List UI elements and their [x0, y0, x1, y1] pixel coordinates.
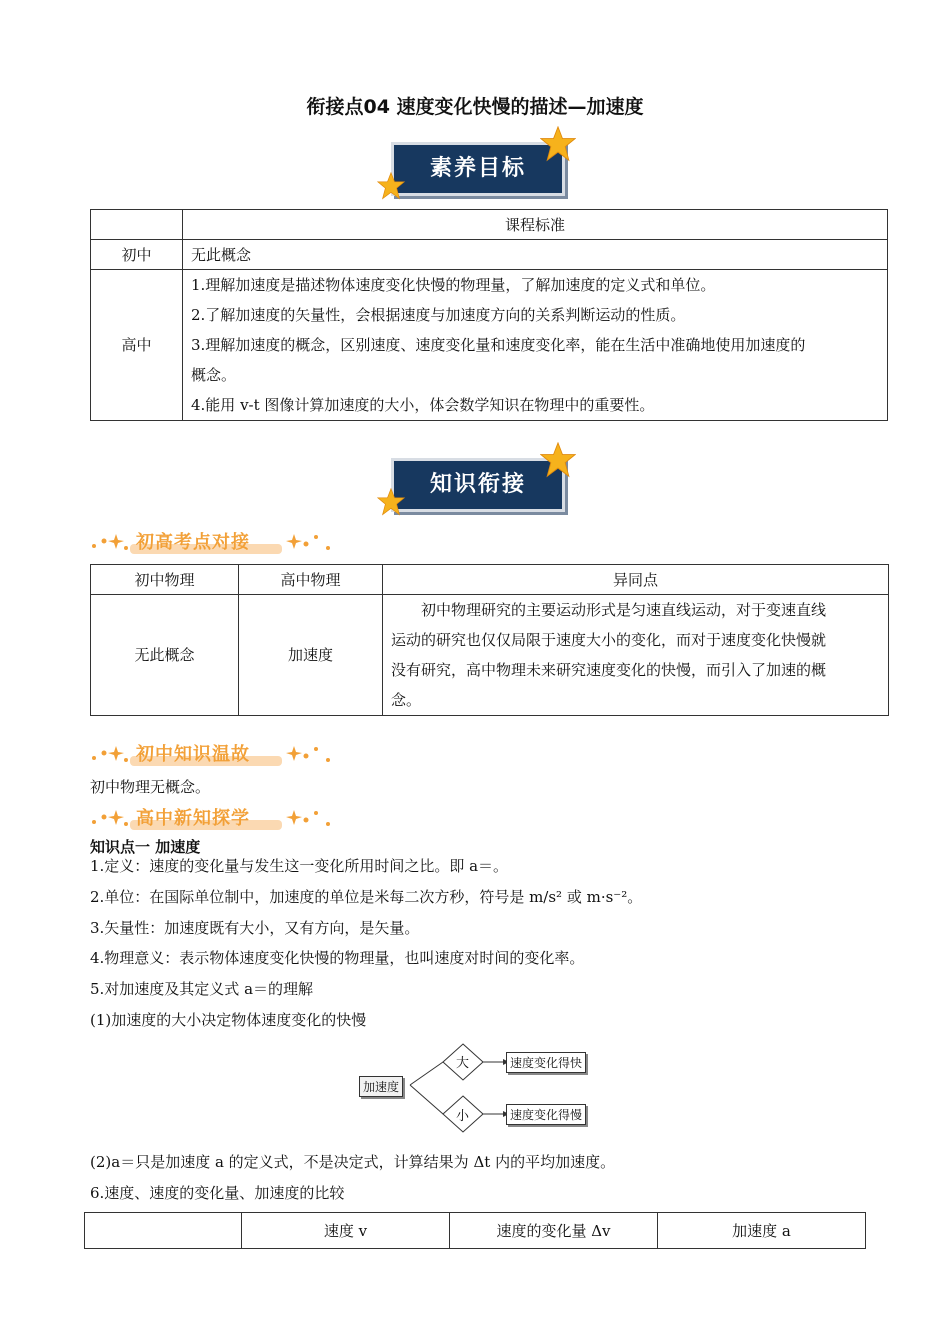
knowledge-item: 2.单位：在国际单位制中，加速度的单位是米每二次方秒，符号是 m/s² 或 m·s⁻²。: [90, 888, 643, 906]
standard-line: 2.了解加速度的矢量性，会根据速度与加速度方向的关系判断运动的性质。: [191, 306, 686, 324]
section-title: 高中新知探学: [136, 808, 250, 829]
section-heading-review: [88, 736, 348, 770]
diff-line: 初中物理研究的主要运动形式是匀速直线运动，对于变速直线: [421, 601, 827, 619]
section-heading-compare: [88, 524, 348, 558]
diff-line: 没有研究，高中物理未来研究速度变化的快慢，而引入了加速的概: [391, 661, 827, 679]
comparison-table: [84, 1212, 866, 1249]
table-cell: [383, 595, 889, 716]
table-cell: 无此概念: [91, 595, 239, 716]
diff-line: 念。: [391, 691, 422, 709]
compare-table: [90, 564, 889, 716]
knowledge-banner: [385, 450, 575, 512]
knowledge-item: 5.对加速度及其定义式 a＝的理解: [90, 980, 314, 998]
section-title: 初高考点对接: [136, 532, 250, 553]
table-header: [85, 1213, 242, 1249]
diff-line: 运动的研究也仅仅局限于速度大小的变化，而对于速度变化快慢就: [391, 631, 827, 649]
table-header: 高中物理: [239, 565, 383, 595]
diagram-source-box: 加速度: [359, 1076, 403, 1097]
table-row: [91, 240, 888, 270]
diagram-fast-box: 速度变化得快: [506, 1052, 586, 1073]
goals-banner-label: 素养目标: [391, 142, 565, 196]
table-header: 速度 v: [242, 1213, 450, 1249]
table-header: 课程标准: [183, 210, 888, 240]
review-text: 初中物理无概念。: [90, 778, 211, 796]
knowledge-heading: 知识点一 加速度: [90, 838, 201, 856]
diagram-big-label: 大: [456, 1056, 470, 1071]
knowledge-item: (1)加速度的大小决定物体速度变化的快慢: [90, 1011, 367, 1029]
knowledge-item: 3.矢量性：加速度既有大小，又有方向，是矢量。: [90, 919, 420, 937]
star-icon: [377, 172, 405, 200]
knowledge-item: 4.物理意义：表示物体速度变化快慢的物理量，也叫速度对时间的变化率。: [90, 949, 585, 967]
star-icon: [540, 442, 576, 478]
standard-line: 4.能用 v-t 图像计算加速度的大小，体会数学知识在物理中的重要性。: [191, 396, 655, 414]
knowledge-item: (2)a＝只是加速度 a 的定义式，不是决定式，计算结果为 Δt 内的平均加速度。: [90, 1153, 616, 1171]
page-title: 衔接点04 速度变化快慢的描述—加速度: [306, 96, 644, 118]
table-row: [91, 270, 888, 421]
acceleration-diagram: [355, 1040, 605, 1140]
comparison-heading: 6.速度、速度的变化量、加速度的比较: [90, 1184, 345, 1202]
table-header: 速度的变化量 Δv: [450, 1213, 658, 1249]
standard-line: 1.理解加速度是描述物体速度变化快慢的物理量，了解加速度的定义式和单位。: [191, 276, 716, 294]
table-cell-level: 初中: [91, 240, 183, 270]
table-cell: [183, 270, 888, 421]
section-title: 初中知识温故: [136, 744, 250, 765]
star-icon: [377, 488, 405, 516]
curriculum-table: [90, 209, 888, 421]
table-cell-level: 高中: [91, 270, 183, 421]
table-row: [91, 595, 889, 716]
section-heading-explore: [88, 800, 348, 834]
table-header: 加速度 a: [658, 1213, 866, 1249]
standard-line: 概念。: [191, 366, 237, 384]
table-cell: [91, 210, 183, 240]
knowledge-item: 1.定义：速度的变化量与发生这一变化所用时间之比。即 a＝。: [90, 857, 509, 875]
table-header: 异同点: [383, 565, 889, 595]
standard-line: 3.理解加速度的概念，区别速度、速度变化量和速度变化率，能在生活中准确地使用加速度的: [191, 336, 806, 354]
star-icon: [540, 126, 576, 162]
table-cell: 加速度: [239, 595, 383, 716]
diagram-small-label: 小: [456, 1109, 470, 1124]
table-header: 初中物理: [91, 565, 239, 595]
table-cell: 无此概念: [183, 240, 888, 270]
diagram-slow-box: 速度变化得慢: [506, 1104, 586, 1125]
knowledge-banner-label: 知识衔接: [391, 458, 565, 512]
goals-banner: [385, 134, 575, 196]
